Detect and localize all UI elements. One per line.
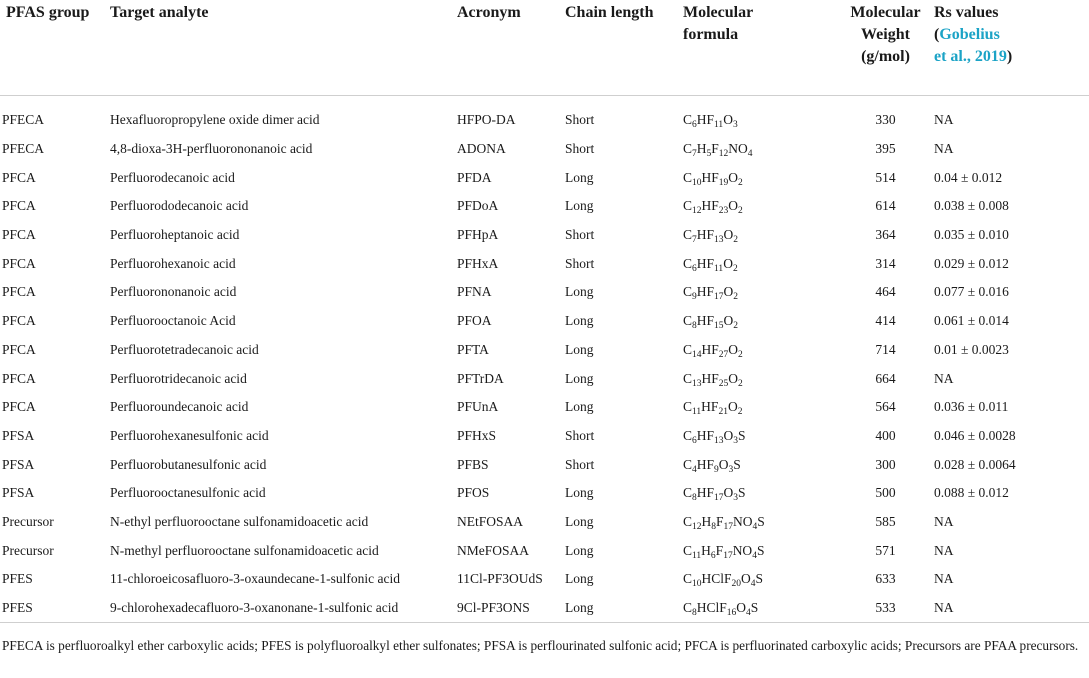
cell-molecular-formula: $C_{14}HF_{27}O_2$ bbox=[683, 341, 743, 360]
cell-rs-value: 0.046 ± 0.0028 bbox=[934, 427, 1016, 443]
cell-molecular-weight: 714 bbox=[875, 341, 896, 357]
cell-acronym: 9Cl-PF3ONS bbox=[457, 600, 530, 616]
table-row bbox=[0, 594, 1089, 623]
cell-pfas-group: Precursor bbox=[2, 542, 54, 558]
cell-chain-length: Short bbox=[565, 112, 595, 128]
cell-rs-value: NA bbox=[934, 370, 954, 386]
cell-acronym: PFHpA bbox=[457, 227, 499, 243]
header-rs-values: Rs values (Gobelius et al., 2019) bbox=[934, 4, 1013, 65]
cell-molecular-weight: 414 bbox=[875, 313, 896, 329]
cell-acronym: PFOS bbox=[457, 485, 490, 501]
cell-molecular-weight: 564 bbox=[875, 399, 896, 415]
cell-molecular-weight: 614 bbox=[875, 198, 896, 214]
header-row bbox=[0, 0, 1089, 96]
cell-molecular-formula: $C_4HF_9O_3S$ bbox=[683, 456, 741, 475]
cell-molecular-weight: 300 bbox=[875, 456, 896, 472]
cell-target-analyte: Perfluorotridecanoic acid bbox=[110, 370, 247, 386]
cell-rs-value: NA bbox=[934, 571, 954, 587]
table-row bbox=[0, 364, 1089, 393]
cell-chain-length: Short bbox=[565, 456, 595, 472]
cell-chain-length: Long bbox=[565, 485, 594, 501]
table-row bbox=[0, 393, 1089, 422]
header-acronym: Acronym bbox=[457, 4, 521, 21]
cell-rs-value: 0.088 ± 0.012 bbox=[934, 485, 1009, 501]
cell-molecular-weight: 464 bbox=[875, 284, 896, 300]
cell-acronym: PFTA bbox=[457, 341, 489, 357]
cell-acronym: PFDoA bbox=[457, 198, 499, 214]
citation-link[interactable]: Gobelius et al., 2019 bbox=[934, 26, 1007, 65]
cell-acronym: 11Cl-PF3OUdS bbox=[457, 571, 543, 587]
cell-pfas-group: PFCA bbox=[2, 227, 36, 243]
cell-molecular-formula: $C_{10}HClF_{20}O_4S$ bbox=[683, 571, 764, 590]
cell-chain-length: Long bbox=[565, 370, 594, 386]
cell-pfas-group: PFSA bbox=[2, 427, 35, 443]
header-target-analyte: Target analyte bbox=[110, 4, 209, 21]
cell-acronym: PFTrDA bbox=[457, 370, 504, 386]
cell-molecular-weight: 364 bbox=[875, 227, 896, 243]
cell-molecular-formula: $C_9HF_{17}O_2$ bbox=[683, 284, 739, 303]
cell-pfas-group: PFCA bbox=[2, 284, 36, 300]
header-pfas-group: PFAS group bbox=[6, 4, 90, 21]
cell-molecular-formula: $C_{12}H_8F_{17}NO_4S$ bbox=[683, 513, 765, 532]
cell-acronym: PFOA bbox=[457, 313, 492, 329]
cell-chain-length: Short bbox=[565, 255, 595, 271]
cell-target-analyte: Perfluorotetradecanoic acid bbox=[110, 341, 259, 357]
cell-chain-length: Long bbox=[565, 513, 594, 529]
cell-target-analyte: Perfluorododecanoic acid bbox=[110, 198, 249, 214]
cell-molecular-weight: 395 bbox=[875, 141, 896, 157]
cell-chain-length: Short bbox=[565, 227, 595, 243]
cell-pfas-group: PFCA bbox=[2, 198, 36, 214]
table-row bbox=[0, 422, 1089, 451]
cell-chain-length: Long bbox=[565, 399, 594, 415]
cell-target-analyte: Perfluorohexanoic acid bbox=[110, 255, 236, 271]
cell-molecular-weight: 314 bbox=[875, 255, 896, 271]
cell-pfas-group: PFSA bbox=[2, 456, 35, 472]
table-row bbox=[0, 135, 1089, 164]
cell-rs-value: 0.01 ± 0.0023 bbox=[934, 341, 1009, 357]
table-row bbox=[0, 479, 1089, 508]
cell-pfas-group: PFES bbox=[2, 600, 33, 616]
cell-rs-value: 0.035 ± 0.010 bbox=[934, 227, 1009, 243]
header-molecular-weight: Molecular Weight (g/mol) bbox=[850, 4, 921, 65]
cell-chain-length: Long bbox=[565, 313, 594, 329]
cell-chain-length: Long bbox=[565, 169, 594, 185]
cell-molecular-formula: $C_{11}HF_{21}O_2$ bbox=[683, 399, 743, 418]
cell-chain-length: Long bbox=[565, 341, 594, 357]
cell-chain-length: Long bbox=[565, 284, 594, 300]
cell-chain-length: Long bbox=[565, 571, 594, 587]
table-row bbox=[0, 536, 1089, 565]
cell-rs-value: NA bbox=[934, 513, 954, 529]
cell-pfas-group: PFES bbox=[2, 571, 33, 587]
table-row bbox=[0, 565, 1089, 594]
cell-acronym: ADONA bbox=[457, 141, 506, 157]
cell-acronym: HFPO-DA bbox=[457, 112, 516, 128]
cell-molecular-formula: $C_{11}H_6F_{17}NO_4S$ bbox=[683, 542, 765, 561]
cell-molecular-formula: $C_8HF_{17}O_3S$ bbox=[683, 485, 746, 504]
cell-pfas-group: PFSA bbox=[2, 485, 35, 501]
cell-target-analyte: 4,8-dioxa-3H-perfluorononanoic acid bbox=[110, 141, 313, 157]
cell-target-analyte: Perfluorooctanesulfonic acid bbox=[110, 485, 266, 501]
table-row bbox=[0, 336, 1089, 365]
cell-molecular-formula: $C_8HF_{15}O_2$ bbox=[683, 313, 739, 332]
cell-target-analyte: Perfluorobutanesulfonic acid bbox=[110, 456, 267, 472]
cell-molecular-weight: 400 bbox=[875, 427, 896, 443]
table-row bbox=[0, 192, 1089, 221]
cell-molecular-weight: 664 bbox=[875, 370, 896, 386]
cell-target-analyte: Perfluoroheptanoic acid bbox=[110, 227, 240, 243]
cell-target-analyte: N-ethyl perfluorooctane sulfonamidoacetic acid bbox=[110, 513, 369, 529]
table-row bbox=[0, 508, 1089, 537]
cell-molecular-formula: $C_{13}HF_{25}O_2$ bbox=[683, 370, 743, 389]
cell-target-analyte: N-methyl perfluorooctane sulfonamidoacetic acid bbox=[110, 542, 379, 558]
cell-rs-value: 0.029 ± 0.012 bbox=[934, 255, 1009, 271]
cell-molecular-formula: $C_{10}HF_{19}O_2$ bbox=[683, 169, 743, 188]
cell-molecular-weight: 571 bbox=[875, 542, 896, 558]
cell-chain-length: Long bbox=[565, 600, 594, 616]
cell-target-analyte: Perfluorononanoic acid bbox=[110, 284, 237, 300]
cell-rs-value: 0.038 ± 0.008 bbox=[934, 198, 1009, 214]
cell-rs-value: 0.061 ± 0.014 bbox=[934, 313, 1009, 329]
cell-chain-length: Short bbox=[565, 141, 595, 157]
header-chain-length: Chain length bbox=[565, 4, 654, 21]
cell-pfas-group: PFECA bbox=[2, 141, 45, 157]
cell-molecular-weight: 633 bbox=[875, 571, 896, 587]
cell-target-analyte: Perfluorodecanoic acid bbox=[110, 169, 235, 185]
cell-target-analyte: Perfluorooctanoic Acid bbox=[110, 313, 236, 329]
cell-pfas-group: PFCA bbox=[2, 341, 36, 357]
cell-target-analyte: Perfluoroundecanoic acid bbox=[110, 399, 249, 415]
cell-rs-value: NA bbox=[934, 542, 954, 558]
cell-chain-length: Long bbox=[565, 198, 594, 214]
table-row bbox=[0, 221, 1089, 250]
cell-target-analyte: 11-chloroeicosafluoro-3-oxaundecane-1-sulfonic acid bbox=[110, 571, 400, 587]
table-row bbox=[0, 106, 1089, 135]
cell-molecular-formula: $C_{12}HF_{23}O_2$ bbox=[683, 198, 743, 217]
cell-molecular-formula: $C_6HF_{11}O_2$ bbox=[683, 255, 738, 274]
cell-acronym: PFHxS bbox=[457, 427, 497, 443]
cell-molecular-weight: 514 bbox=[875, 169, 896, 185]
cell-pfas-group: PFECA bbox=[2, 112, 45, 128]
cell-molecular-weight: 533 bbox=[875, 600, 896, 616]
cell-rs-value: 0.077 ± 0.016 bbox=[934, 284, 1009, 300]
cell-molecular-formula: $C_6HF_{11}O_3$ bbox=[683, 112, 738, 131]
cell-rs-value: 0.036 ± 0.011 bbox=[934, 399, 1009, 415]
cell-molecular-weight: 585 bbox=[875, 513, 896, 529]
cell-rs-value: NA bbox=[934, 141, 954, 157]
cell-molecular-formula: $C_7HF_{13}O_2$ bbox=[683, 227, 739, 246]
table-footnote: PFECA is perfluoroalkyl ether carboxylic acids; PFES is polyfluoroalkyl ether sulfonates; PFSA is perflourinated sulfonic acid; PFCA is perfluorinated carboxylic acids; Precursors are PFAA precursors. bbox=[2, 638, 1079, 653]
cell-rs-value: NA bbox=[934, 112, 954, 128]
cell-pfas-group: PFCA bbox=[2, 169, 36, 185]
cell-molecular-formula: $C_7H_5F_{12}NO_4$ bbox=[683, 141, 753, 160]
cell-molecular-formula: $C_8HClF_{16}O_4S$ bbox=[683, 600, 759, 619]
table-row bbox=[0, 278, 1089, 307]
cell-rs-value: 0.04 ± 0.012 bbox=[934, 169, 1003, 185]
table-body bbox=[0, 106, 1089, 623]
cell-pfas-group: PFCA bbox=[2, 313, 36, 329]
cell-acronym: PFDA bbox=[457, 169, 492, 185]
cell-pfas-group: PFCA bbox=[2, 255, 36, 271]
cell-chain-length: Long bbox=[565, 542, 594, 558]
cell-pfas-group: PFCA bbox=[2, 399, 36, 415]
cell-pfas-group: PFCA bbox=[2, 370, 36, 386]
cell-target-analyte: 9-chlorohexadecafluoro-3-oxanonane-1-sulfonic acid bbox=[110, 600, 399, 616]
header-molecular-formula: Molecular formula bbox=[683, 4, 754, 43]
cell-rs-value: NA bbox=[934, 600, 954, 616]
cell-acronym: NMeFOSAA bbox=[457, 542, 530, 558]
cell-target-analyte: Perfluorohexanesulfonic acid bbox=[110, 427, 269, 443]
cell-acronym: PFUnA bbox=[457, 399, 499, 415]
cell-molecular-weight: 330 bbox=[875, 112, 896, 128]
table-row bbox=[0, 249, 1089, 278]
cell-acronym: PFBS bbox=[457, 456, 489, 472]
cell-acronym: NEtFOSAA bbox=[457, 513, 524, 529]
cell-acronym: PFNA bbox=[457, 284, 492, 300]
cell-chain-length: Short bbox=[565, 427, 595, 443]
cell-molecular-formula: $C_6HF_{13}O_3S$ bbox=[683, 427, 746, 446]
table-row bbox=[0, 450, 1089, 479]
table-row bbox=[0, 307, 1089, 336]
cell-acronym: PFHxA bbox=[457, 255, 499, 271]
table-row bbox=[0, 163, 1089, 192]
cell-pfas-group: Precursor bbox=[2, 513, 54, 529]
cell-target-analyte: Hexafluoropropylene oxide dimer acid bbox=[110, 112, 320, 128]
cell-rs-value: 0.028 ± 0.0064 bbox=[934, 456, 1016, 472]
cell-molecular-weight: 500 bbox=[875, 485, 896, 501]
